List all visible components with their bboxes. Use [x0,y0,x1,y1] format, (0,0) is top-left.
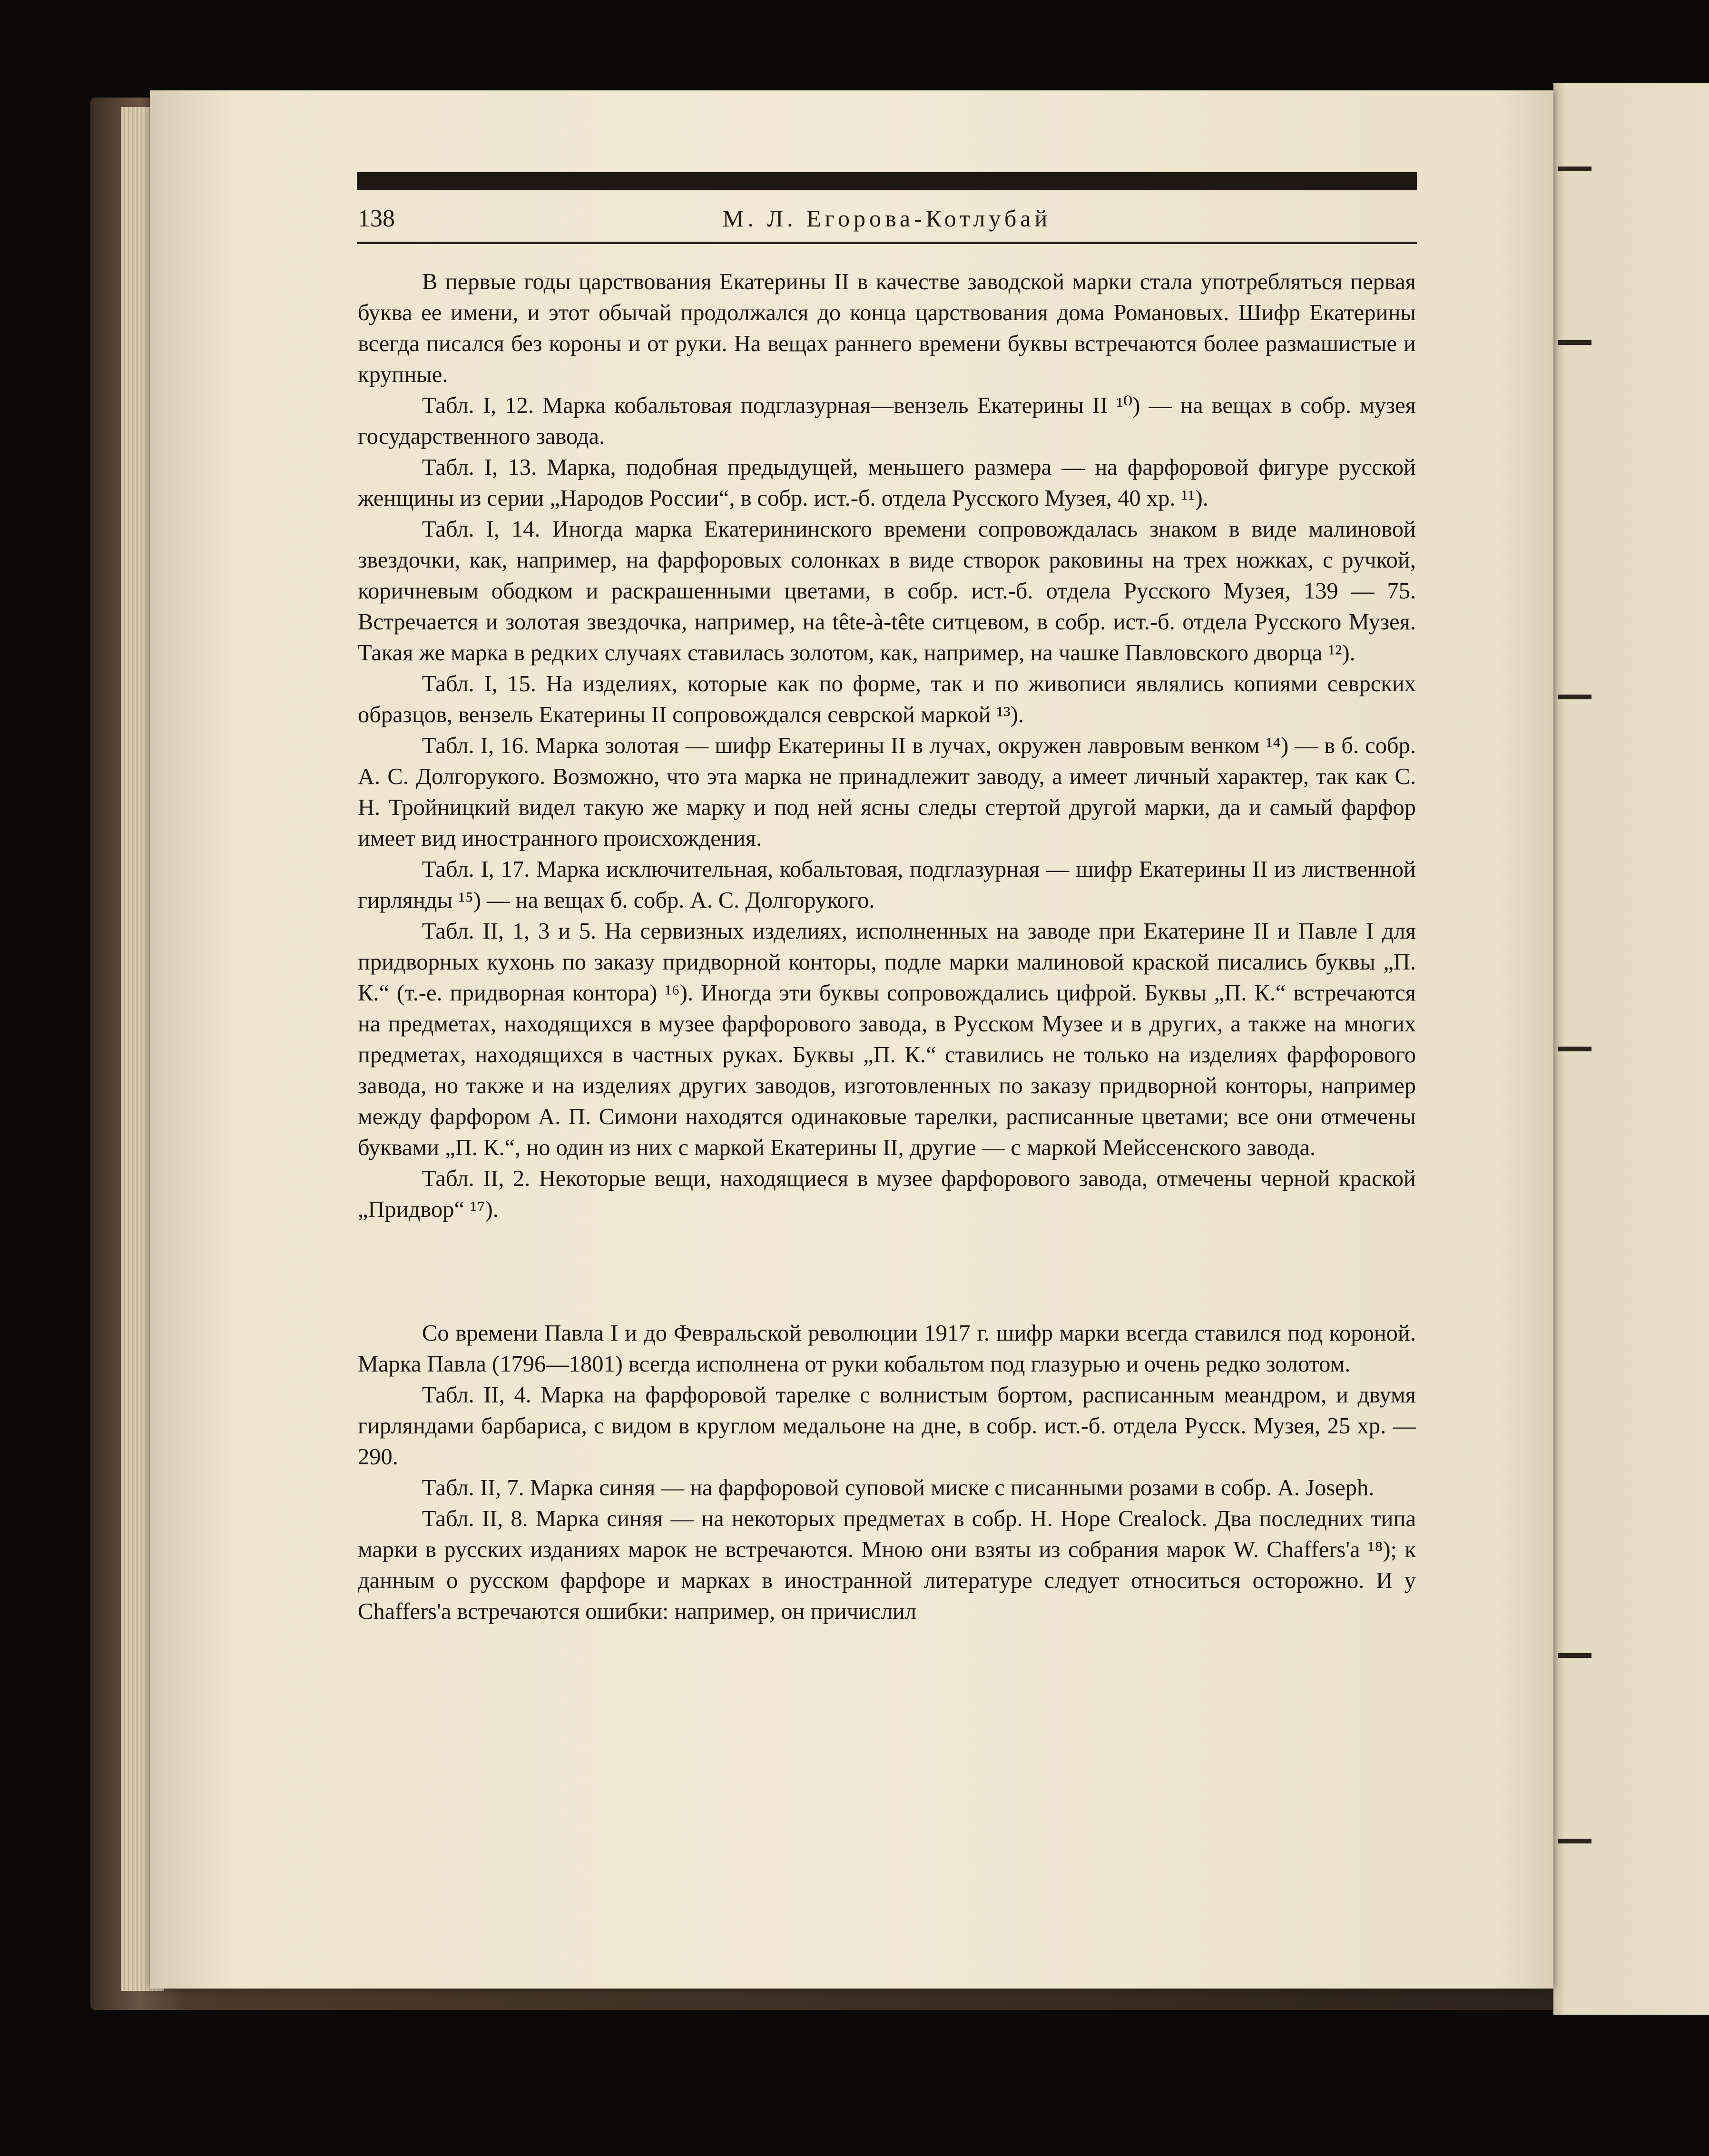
paragraph: Со времени Павла I и до Февральской революции 1917 г. шифр марки всегда ставился под короной. Марка Павла (1796—1801) всегда исполнена от руки кобальтом под глазурью и очень редко золотом. [358,1321,1416,1377]
facing-page [1553,83,1709,2015]
section-gap [358,1225,1416,1318]
paragraph: Табл. I, 16. Марка золотая — шифр Екатерины II в лучах, окружен лавровым венком ¹⁴) — в б. собр. А. С. Долгорукого. Возможно, что эта марка не принадлежит заводу, а имеет личный характер, так как С. Н. Тройницкий видел такую же марку и под ней ясны следы стертой другой марки, да и самый фарфор имеет вид иностранного происхождения. [358,733,1416,851]
page-tab-mark [1558,1047,1591,1051]
page-tab-mark [1558,1653,1591,1658]
page-tab-mark [1558,167,1591,171]
paragraph: Табл. II, 1, 3 и 5. На сервизных изделиях, исполненных на заводе при Екатерине II и Павле I для придворных кухонь по заказу придворной конторы, подле марки малиновой краской писались буквы „П. К.“ (т.-е. придворная контора) ¹⁶). Иногда эти буквы сопровождались цифрой. Буквы „П. К.“ встречаются на предметах, находящихся в музее фарфорового завода, в Русском Музее и в других, а также на многих предметах, находящихся в частных руках. Буквы „П. К.“ ставились не только на изделиях фарфорового завода, но также и на изделиях других заводов, изготовленных по заказу придворной конторы, например между фарфором А. П. Симони находятся одинаковые тарелки, расписанные цветами; все они отмечены буквами „П. К.“, но один из них с маркой Екатерины II, другие — с маркой Мейссенского завода. [358,919,1416,1160]
text-column [358,266,1416,1627]
paragraph: Табл. I, 12. Марка кобальтовая подглазурная—вензель Екатерины II ¹⁰) — на вещах в собр. музея государственного завода. [358,393,1416,449]
paragraph: Табл. II, 2. Некоторые вещи, находящиеся в музее фарфорового завода, отмечены черной краской „Придвор“ ¹⁷). [358,1166,1416,1222]
paragraph: Табл. II, 7. Марка синяя — на фарфоровой суповой миске с писанными розами в собр. A. Joseph. [422,1475,1375,1500]
paragraph: Табл. I, 17. Марка исключительная, кобальтовая, подглазурная — шифр Екатерины II из лиственной гирлянды ¹⁵) — на вещах б. собр. А. С. Долгорукого. [358,857,1416,913]
paragraph: Табл. II, 8. Марка синяя — на некоторых предметах в собр. H. Hope Crealock. Два последних типа марки в русских изданиях марок не встречаются. Мною они взяты из собрания марок W. Chaffers'a ¹⁸); к данным о русском фарфоре и марках в иностранной литературе следует относиться осторожно. И у Chaffers'a встречаются ошибки: например, он причислил [358,1506,1416,1624]
paragraph: Табл. I, 14. Иногда марка Екатерининского времени сопровождалась знаком в виде малиновой звездочки, как, например, на фарфоровых солонках в виде створок раковины на трех ножках, с ручкой, коричневым ободком и раскрашенными цветами, в собр. ист.-б. отдела Русского Музея, 139 — 75. Встречается и золотая звездочка, например, на tête-à-tête ситцевом, в собр. ист.-б. отдела Русского Музея. Такая же марка в редких случаях ставилась золотом, как, например, на чашке Павловского дворца ¹²). [358,517,1416,666]
top-decorative-rule [357,172,1417,190]
page-tab-mark [1558,340,1591,345]
page-tab-mark [1558,695,1591,699]
paragraph: В первые годы царствования Екатерины II в качестве заводской марки стала употребляться первая буква ее имени, и этот обычай продолжался до конца царствования дома Романовых. Шифр Екатерины всегда писался без короны и от руки. На вещах раннего времени буквы встречаются более размашистые и крупные. [358,269,1416,387]
paragraph: Табл. I, 15. На изделиях, которые как по форме, так и по живописи являлись копиями севрских образцов, вензель Екатерины II сопровождался севрской маркой ¹³). [358,671,1416,727]
header-rule [357,242,1417,244]
page-tab-mark [1558,1839,1591,1843]
running-head: М. Л. Егорова-Котлубай [722,205,1051,232]
page-number: 138 [358,205,395,232]
paragraph: Табл. I, 13. Марка, подобная предыдущей, меньшего размера — на фарфоровой фигуре русской женщины из серии „Народов России“, в собр. ист.-б. отдела Русского Музея, 40 хр. ¹¹). [358,455,1416,511]
paragraph: Табл. II, 4. Марка на фарфоровой тарелке с волнистым бортом, расписанным меандром, и двумя гирляндами барбариса, с видом в круглом медальоне на дне, в собр. ист.-б. отдела Русск. Музея, 25 хр. — 290. [358,1382,1416,1470]
